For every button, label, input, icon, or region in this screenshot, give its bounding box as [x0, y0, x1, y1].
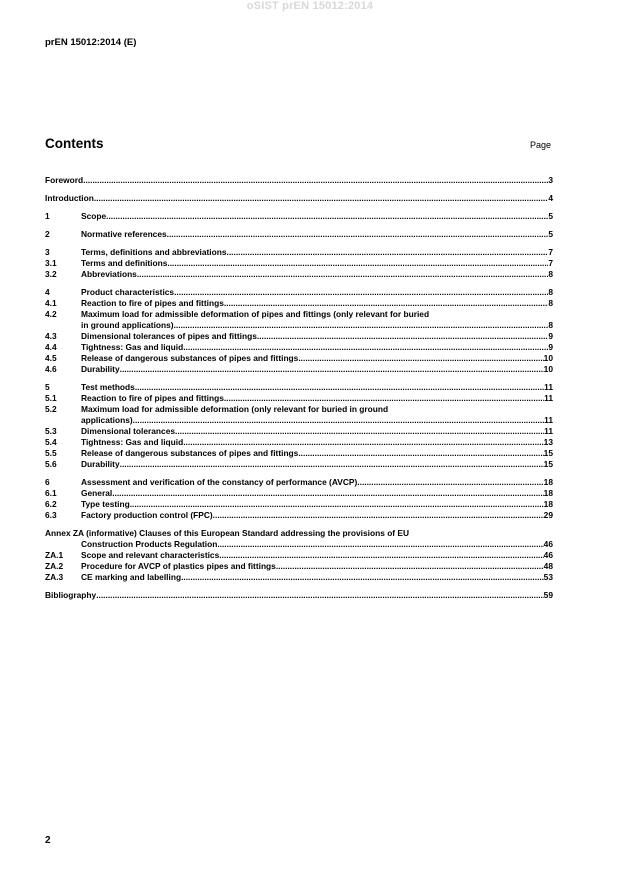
toc-page: 9	[548, 342, 553, 352]
toc-entry[interactable]	[45, 193, 553, 204]
toc-title: Terms, definitions and abbreviations	[81, 247, 227, 257]
toc-number: 5.4	[45, 437, 57, 447]
toc-leader-dots	[276, 561, 544, 572]
toc-leader-dots	[112, 488, 543, 499]
toc-title: Terms and definitions	[81, 258, 168, 268]
toc-leader-dots	[298, 448, 543, 459]
toc-page: 9	[548, 331, 553, 341]
toc-title: General	[81, 488, 113, 498]
toc-number: 6.3	[45, 510, 57, 520]
toc-page: 29	[543, 510, 553, 520]
toc-leader-dots	[175, 426, 544, 437]
toc-page: 10	[543, 364, 553, 374]
toc-title: Type testing	[81, 499, 130, 509]
toc-entry[interactable]	[45, 510, 553, 521]
toc-page: 13	[543, 437, 553, 447]
toc-leader-dots	[83, 175, 548, 186]
toc-number: 4.1	[45, 298, 57, 308]
toc-entry[interactable]	[45, 550, 553, 561]
toc-leader-dots	[224, 298, 548, 309]
toc-title: Introduction	[45, 193, 94, 203]
toc-title-line1: Annex ZA (informative) Clauses of this European Standard addressing the provisions of EU	[45, 528, 410, 538]
toc-title: Scope and relevant characteristics	[81, 550, 220, 560]
toc-entry[interactable]	[45, 342, 553, 353]
toc-entry[interactable]	[45, 382, 553, 393]
toc-title: Durability	[81, 459, 120, 469]
toc-title: Foreword	[45, 175, 84, 185]
toc-title: Release of dangerous substances of pipes and fittings	[81, 448, 299, 458]
toc-number: 4	[45, 287, 50, 297]
toc-page: 11	[544, 393, 553, 403]
toc-entry[interactable]	[45, 561, 553, 572]
toc-entry[interactable]	[45, 287, 553, 298]
toc-leader-dots	[213, 510, 544, 521]
toc-leader-dots	[257, 331, 548, 342]
toc-title: Bibliography	[45, 590, 97, 600]
toc-page: 46	[543, 539, 553, 549]
toc-page: 8	[548, 287, 553, 297]
toc-title: Normative references	[81, 229, 167, 239]
toc-leader-dots	[227, 247, 549, 258]
toc-leader-dots	[96, 590, 543, 601]
toc-entry[interactable]	[45, 258, 553, 269]
toc-title: Abbreviations	[81, 269, 137, 279]
toc-number: 6.2	[45, 499, 57, 509]
toc-page: 5	[548, 211, 553, 221]
toc-title: Assessment and verification of the constancy of performance (AVCP)	[81, 477, 358, 487]
toc-entry[interactable]	[45, 590, 553, 601]
toc-leader-dots	[224, 393, 544, 404]
toc-leader-dots	[94, 193, 548, 204]
toc-title: Durability	[81, 364, 120, 374]
toc-leader-dots	[137, 269, 548, 280]
toc-page: 10	[543, 353, 553, 363]
toc-page: 59	[543, 590, 553, 600]
toc-page: 15	[543, 459, 553, 469]
toc-leader-dots	[357, 477, 543, 488]
toc-page: 46	[543, 550, 553, 560]
toc-entry[interactable]	[45, 247, 553, 258]
toc-title-line1: Maximum load for admissible deformation (only relevant for buried in ground	[81, 404, 389, 414]
toc-number: ZA.1	[45, 550, 64, 560]
toc-leader-dots	[120, 459, 544, 470]
toc-entry[interactable]	[45, 528, 553, 550]
toc-number: 4.6	[45, 364, 57, 374]
page-number: 2	[45, 835, 51, 846]
toc-title: Factory production control (FPC)	[81, 510, 213, 520]
toc-leader-dots	[219, 550, 543, 561]
toc-title: Reaction to fire of pipes and fittings	[81, 393, 224, 403]
toc-number: 4.4	[45, 342, 57, 352]
toc-entry[interactable]	[45, 448, 553, 459]
toc-title: Tightness: Gas and liquid	[81, 342, 184, 352]
toc-page: 7	[548, 247, 553, 257]
toc-entry[interactable]	[45, 331, 553, 342]
toc-number: 5.3	[45, 426, 57, 436]
toc-entry[interactable]	[45, 364, 553, 375]
toc-title: Reaction to fire of pipes and fittings	[81, 298, 224, 308]
toc-title: Product characteristics	[81, 287, 175, 297]
toc-number: 2	[45, 229, 50, 239]
toc-page: 18	[543, 477, 553, 487]
toc-leader-dots	[120, 364, 544, 375]
toc-entry[interactable]	[45, 437, 553, 448]
toc-number: 5.1	[45, 393, 57, 403]
toc-number: 6.1	[45, 488, 57, 498]
toc-title: Dimensional tolerances	[81, 426, 176, 436]
toc-entry[interactable]	[45, 488, 553, 499]
toc-page: 18	[543, 499, 553, 509]
toc-number: 3	[45, 247, 50, 257]
toc-leader-dots	[174, 320, 549, 331]
toc-page: 18	[543, 488, 553, 498]
toc-page: 8	[548, 298, 553, 308]
toc-title: Procedure for AVCP of plastics pipes and fittings	[81, 561, 276, 571]
toc-title: Dimensional tolerances of pipes and fittings	[81, 331, 257, 341]
toc-page: 53	[543, 572, 553, 582]
toc-entry[interactable]	[45, 211, 553, 222]
toc-number: 5.5	[45, 448, 57, 458]
toc-leader-dots	[183, 342, 548, 353]
toc-title: CE marking and labelling	[81, 572, 182, 582]
toc-leader-dots	[174, 287, 548, 298]
toc-page: 11	[544, 426, 553, 436]
toc-number: 5.6	[45, 459, 57, 469]
toc-leader-dots	[217, 539, 543, 550]
toc-page: 3	[548, 175, 553, 185]
toc-entry[interactable]	[45, 175, 553, 186]
toc-leader-dots	[133, 415, 544, 426]
toc-title: Construction Products Regulation	[81, 539, 218, 549]
page-column-label: Page	[529, 140, 551, 150]
toc-number: 3.2	[45, 269, 57, 279]
table-of-contents	[45, 175, 553, 601]
toc-page: 48	[543, 561, 553, 571]
toc-leader-dots	[135, 382, 544, 393]
toc-page: 11	[544, 382, 553, 392]
toc-title: applications)	[81, 415, 133, 425]
toc-title-line1: Maximum load for admissible deformation of pipes and fittings (only relevant for buried	[81, 309, 430, 319]
toc-entry[interactable]	[45, 572, 553, 583]
toc-number: ZA.2	[45, 561, 64, 571]
toc-leader-dots	[183, 437, 543, 448]
toc-entry[interactable]	[45, 499, 553, 510]
toc-leader-dots	[298, 353, 543, 364]
toc-title: Tightness: Gas and liquid	[81, 437, 184, 447]
toc-entry[interactable]	[45, 393, 553, 404]
toc-leader-dots	[106, 211, 548, 222]
document-reference: prEN 15012:2014 (E)	[45, 37, 137, 48]
toc-leader-dots	[181, 572, 544, 583]
toc-entry[interactable]	[45, 269, 553, 280]
toc-number: 1	[45, 211, 50, 221]
toc-leader-dots	[167, 229, 549, 240]
toc-entry[interactable]	[45, 353, 553, 364]
toc-number: 4.2	[45, 309, 57, 319]
toc-entry[interactable]	[45, 309, 553, 331]
toc-number: ZA.3	[45, 572, 64, 582]
toc-entry[interactable]	[45, 404, 553, 426]
toc-page: 15	[543, 448, 553, 458]
toc-title: in ground applications)	[81, 320, 174, 330]
toc-leader-dots	[167, 258, 548, 269]
toc-number: 5	[45, 382, 50, 392]
contents-heading: Contents	[45, 136, 104, 151]
toc-page: 5	[548, 229, 553, 239]
toc-page: 4	[548, 193, 553, 203]
toc-entry[interactable]	[45, 298, 553, 309]
toc-leader-dots	[130, 499, 544, 510]
toc-entry[interactable]	[45, 426, 553, 437]
toc-number: 3.1	[45, 258, 57, 268]
toc-page: 7	[548, 258, 553, 268]
toc-page: 8	[548, 320, 553, 330]
watermark: oSIST prEN 15012:2014	[246, 0, 374, 12]
toc-entry[interactable]	[45, 459, 553, 470]
toc-title: Scope	[81, 211, 107, 221]
toc-entry[interactable]	[45, 229, 553, 240]
toc-entry[interactable]	[45, 477, 553, 488]
toc-page: 8	[548, 269, 553, 279]
toc-number: 6	[45, 477, 50, 487]
toc-number: 4.3	[45, 331, 57, 341]
toc-number: 5.2	[45, 404, 57, 414]
toc-page: 11	[544, 415, 553, 425]
toc-title: Test methods	[81, 382, 135, 392]
toc-number: 4.5	[45, 353, 57, 363]
toc-title: Release of dangerous substances of pipes and fittings	[81, 353, 299, 363]
